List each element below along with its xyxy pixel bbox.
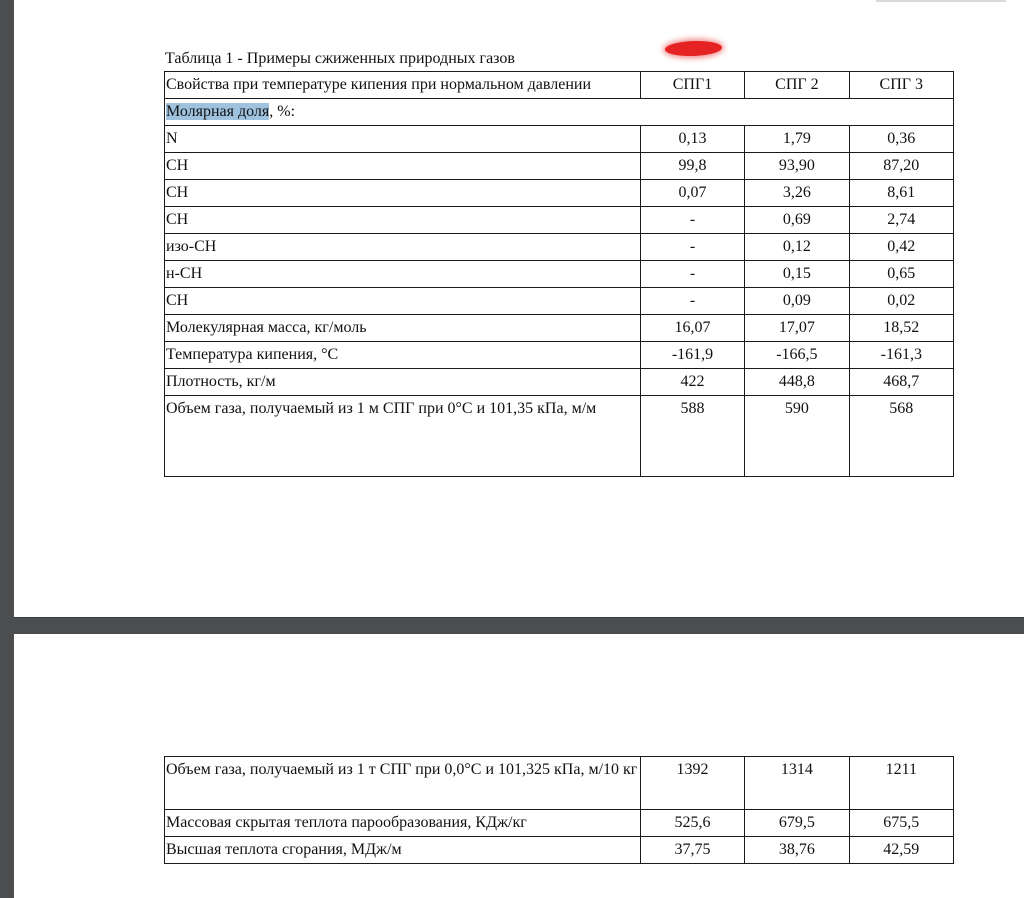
row-label: Высшая теплота сгорания, МДж/м [165,837,641,864]
table-row [165,757,954,810]
row-label: н-CH [165,261,641,288]
table-row [165,315,954,342]
cell-spg2: 17,07 [745,315,849,342]
cell-spg2: 679,5 [745,810,849,837]
row-label: CH [165,288,641,315]
table-row [165,810,954,837]
cell-spg3: 2,74 [849,207,953,234]
row-label: CH [165,153,641,180]
table-header-row [165,72,954,99]
row-label: изо-CH [165,234,641,261]
cell-spg1: - [640,207,744,234]
section-row [165,99,954,126]
table-row [165,180,954,207]
table-row [165,837,954,864]
row-label: Молекулярная масса, кг/моль [165,315,641,342]
cell-spg3: 0,36 [849,126,953,153]
document-page-1 [14,0,1024,617]
cell-spg2: 0,09 [745,288,849,315]
cell-spg3: 0,02 [849,288,953,315]
cell-spg1: 0,13 [640,126,744,153]
table-row [165,396,954,477]
cell-spg2: 0,12 [745,234,849,261]
cell-spg2: 590 [745,396,849,477]
table-row [165,261,954,288]
cell-spg2: -166,5 [745,342,849,369]
cell-spg1: 0,07 [640,180,744,207]
cell-spg3: 87,20 [849,153,953,180]
row-label: Температура кипения, °C [165,342,641,369]
cell-spg1: 588 [640,396,744,477]
cell-spg2: 38,76 [745,837,849,864]
row-label: CH [165,207,641,234]
cell-spg1: -161,9 [640,342,744,369]
document-page-2 [14,634,1024,898]
lng-properties-table-continued [164,756,954,864]
cell-spg3: 0,65 [849,261,953,288]
cell-spg1: - [640,234,744,261]
cell-spg3: 1211 [849,757,953,810]
table-row [165,207,954,234]
table-row [165,153,954,180]
cell-spg3: 0,42 [849,234,953,261]
header-col-spg3: СПГ 3 [849,72,953,99]
row-label: Объем газа, получаемый из 1 м СПГ при 0°С и 101,35 кПа, м/м [165,396,641,477]
cell-spg2: 93,90 [745,153,849,180]
cell-spg1: - [640,261,744,288]
table-row [165,126,954,153]
section-label[interactable] [165,99,954,126]
cell-spg3: 42,59 [849,837,953,864]
header-col-spg2: СПГ 2 [745,72,849,99]
cell-spg3: 468,7 [849,369,953,396]
cell-spg1: 37,75 [640,837,744,864]
table-row [165,234,954,261]
section-label-rest: , %: [269,103,296,120]
row-label: Плотность, кг/м [165,369,641,396]
cell-spg1: - [640,288,744,315]
cell-spg1: 1392 [640,757,744,810]
row-label: Объем газа, получаемый из 1 т СПГ при 0,0°С и 101,325 кПа, м/10 кг [165,757,641,810]
cell-spg2: 0,69 [745,207,849,234]
cell-spg3: 8,61 [849,180,953,207]
header-col-spg1: СПГ1 [640,72,744,99]
cell-spg3: -161,3 [849,342,953,369]
row-label: Массовая скрытая теплота парообразования, КДж/кг [165,810,641,837]
cell-spg1: 99,8 [640,153,744,180]
selected-text[interactable]: Молярная доля [166,103,270,120]
cell-spg2: 3,26 [745,180,849,207]
row-label: N [165,126,641,153]
cell-spg2: 1,79 [745,126,849,153]
table-caption: Таблица 1 - Примеры сжиженных природных газов [165,50,515,67]
row-label: CH [165,180,641,207]
cell-spg3: 675,5 [849,810,953,837]
cell-spg2: 0,15 [745,261,849,288]
table-row [165,369,954,396]
cell-spg2: 1314 [745,757,849,810]
table-row [165,342,954,369]
cell-spg2: 448,8 [745,369,849,396]
cell-spg3: 568 [849,396,953,477]
cell-spg1: 525,6 [640,810,744,837]
header-label: Свойства при температуре кипения при нормальном давлении [165,72,641,99]
red-redaction-mark [665,40,722,57]
table-row [165,288,954,315]
lng-properties-table [164,71,954,477]
cell-spg3: 18,52 [849,315,953,342]
cell-spg1: 422 [640,369,744,396]
page-edge-hint [876,0,1006,2]
cell-spg1: 16,07 [640,315,744,342]
